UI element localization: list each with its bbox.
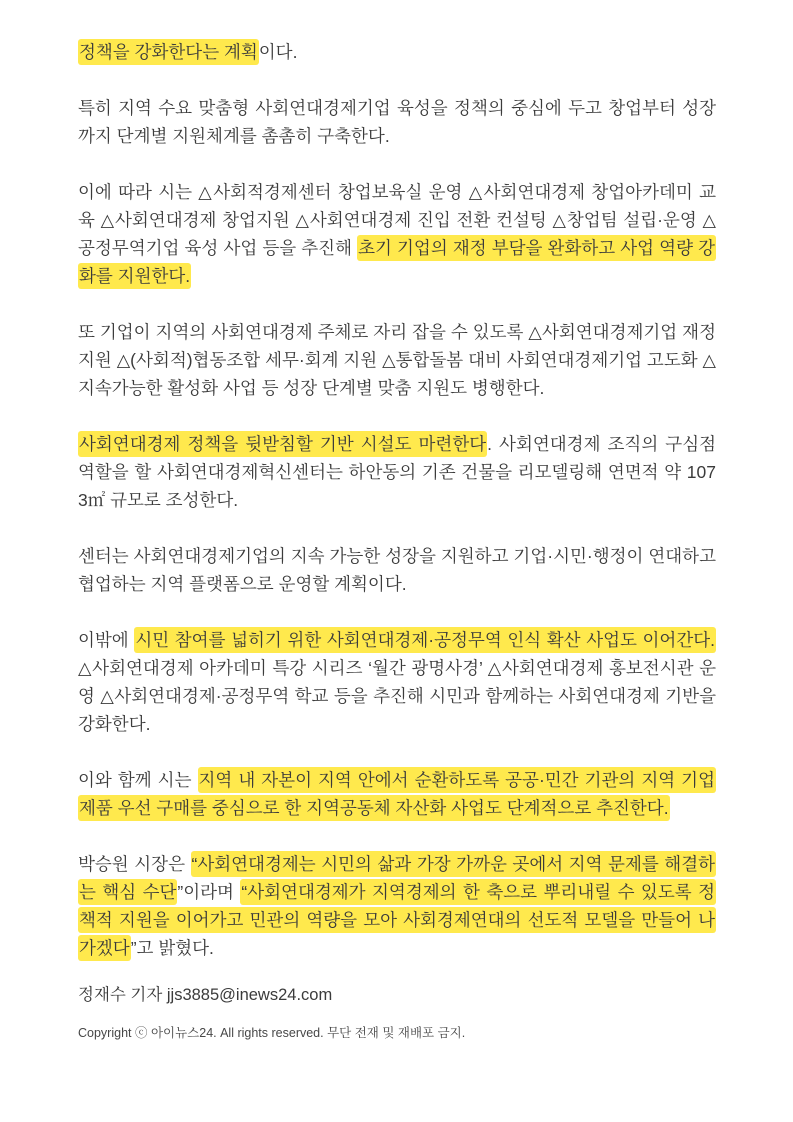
article-body <box>78 38 716 962</box>
paragraph <box>78 542 716 598</box>
body-text: ”이라며 <box>177 882 241 902</box>
paragraph <box>78 38 716 66</box>
reporter-byline: 정재수 기자 jjs3885@inews24.com <box>78 986 333 1004</box>
highlighted-text: 시민 참여를 넓히기 위한 사회연대경제·공정무역 인식 확산 사업도 이어간다. <box>134 627 716 653</box>
paragraph <box>78 178 716 290</box>
body-text: 센터는 사회연대경제기업의 지속 가능한 성장을 지원하고 기업·시민·행정이 연대하고 협업하는 지역 플랫폼으로 운영할 계획이다. <box>78 546 716 594</box>
paragraph <box>78 626 716 738</box>
body-text: 이다. <box>258 42 298 62</box>
body-text: ”고 밝혔다. <box>130 938 214 958</box>
highlighted-text: “사회연대경제가 지역경제의 한 축으로 뿌리내릴 수 있도록 정책적 지원을 이어가고 민관의 역량을 모아 사회경제연대의 선도적 모델을 만들어 나가겠다 <box>78 879 716 961</box>
body-text: 특히 지역 수요 맞춤형 사회연대경제기업 육성을 정책의 중심에 두고 창업부터 성장까지 단계별 지원체계를 촘촘히 구축한다. <box>78 98 716 146</box>
copyright-notice: Copyright ⓒ 아이뉴스24. All rights reserved. 무단 전재 및 재배포 금지. <box>78 1026 466 1040</box>
body-text: 또 기업이 지역의 사회연대경제 주체로 자리 잡을 수 있도록 △사회연대경제기업 재정지원 △(사회적)협동조합 세무·회계 지원 △통합돌봄 대비 사회연대경제기업 고도화 △지속가능한 활성화 사업 등 성장 단계별 맞춤 지원도 병행한다. <box>78 322 716 398</box>
highlighted-text: “사회연대경제는 시민의 삶과 가장 가까운 곳에서 지역 문제를 해결하는 핵심 수단 <box>78 851 716 905</box>
body-text: 이에 따라 시는 △사회적경제센터 창업보육실 운영 △사회연대경제 창업아카데미 교육 △사회연대경제 창업지원 △사회연대경제 진입 전환 컨설팅 △창업팀 설립·운영 △공정무역기업 육성 사업 등을 추진해 <box>78 182 716 258</box>
paragraph <box>78 430 716 514</box>
highlighted-text: 정책을 강화한다는 계획 <box>78 39 259 65</box>
highlighted-text: 지역 내 자본이 지역 안에서 순환하도록 공공·민간 기관의 지역 기업 제품 우선 구매를 중심으로 한 지역공동체 자산화 사업도 단계적으로 추진한다. <box>78 767 716 821</box>
body-text: 이밖에 <box>78 630 135 650</box>
body-text: △사회연대경제 아카데미 특강 시리즈 ‘월간 광명사경’ △사회연대경제 홍보전시관 운영 △사회연대경제·공정무역 학교 등을 추진해 시민과 함께하는 사회연대경제 기반을 강화한다. <box>78 658 716 734</box>
body-text: 이와 함께 시는 <box>78 770 198 790</box>
paragraph <box>78 94 716 150</box>
paragraph <box>78 766 716 822</box>
body-text: . 사회연대경제 조직의 구심점 역할을 할 사회연대경제혁신센터는 하안동의 기존 건물을 리모델링해 연면적 약 1073㎡ 규모로 조성한다. <box>78 434 716 510</box>
highlighted-text: 초기 기업의 재정 부담을 완화하고 사업 역량 강화를 지원한다. <box>78 235 716 289</box>
body-text: 박승원 시장은 <box>78 854 191 874</box>
paragraph <box>78 850 716 962</box>
paragraph <box>78 318 716 402</box>
highlighted-text: 사회연대경제 정책을 뒷받침할 기반 시설도 마련한다 <box>78 431 487 457</box>
